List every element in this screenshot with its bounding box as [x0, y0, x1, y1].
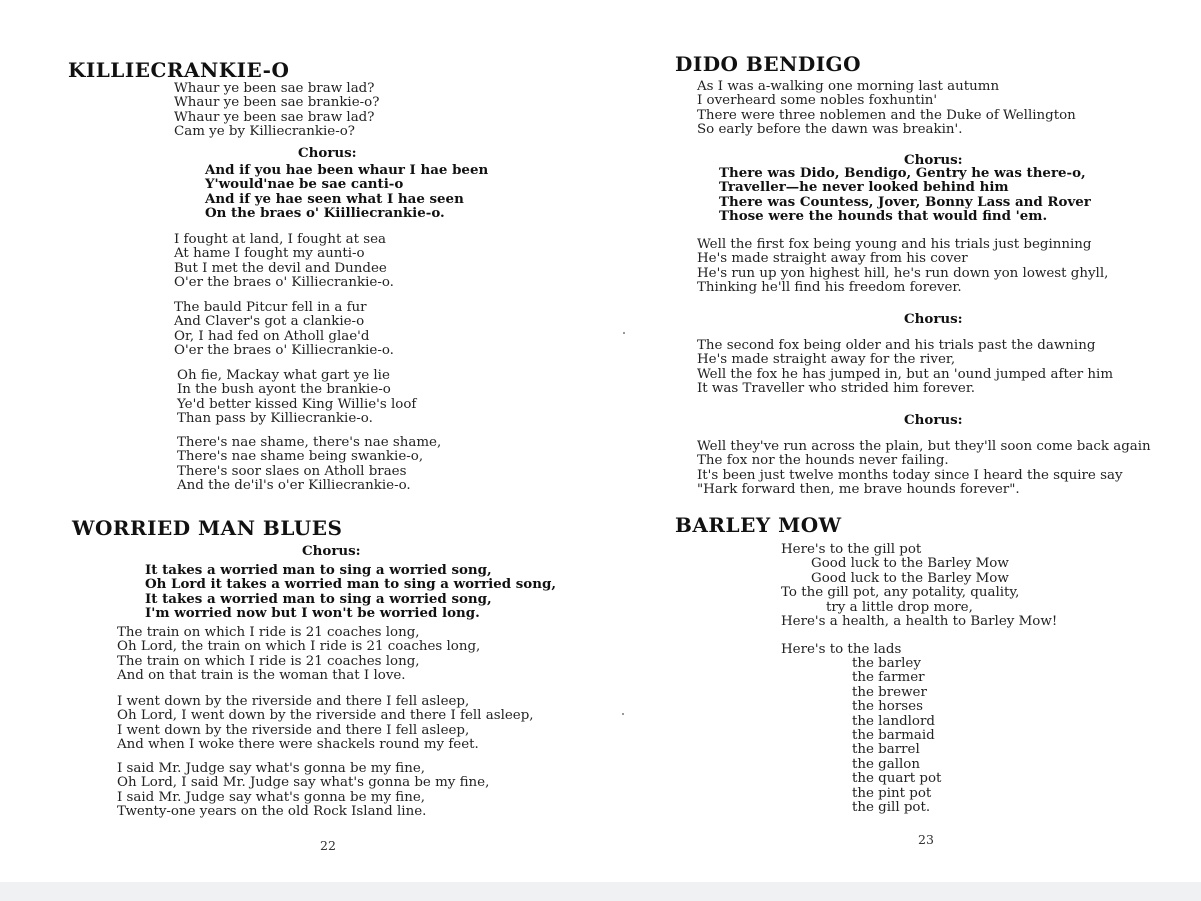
chorus-line: Traveller—he never looked behind him — [719, 179, 1009, 196]
dido-chorus — [719, 166, 1091, 224]
lyric-line: And when I woke there were shackels round my feet. — [117, 737, 479, 753]
killiecrankie-verse-2 — [174, 233, 394, 291]
lyric-line: Whaur ye been sae brankie-o? — [174, 95, 380, 111]
song-title-barley-mow: BARLEY MOW — [675, 513, 842, 537]
lyric-line: I said Mr. Judge say what's gonna be my fine, — [117, 789, 426, 805]
lyric-line: In the bush ayont the brankie-o — [177, 382, 391, 398]
chorus-line: There was Countess, Jover, Bonny Lass and Rover — [719, 193, 1091, 210]
lyric-line: Thinking he'll find his freedom forever. — [697, 280, 962, 296]
killiecrankie-chorus — [205, 163, 488, 221]
lyric-line: But I met the devil and Dundee — [174, 260, 387, 276]
lyric-line: the brewer — [852, 684, 927, 700]
lyric-line: Well the first fox being young and his trials just beginning — [697, 237, 1092, 252]
right-page — [600, 0, 1201, 880]
lyric-line: Well the fox he has jumped in, but an 'ound jumped after him — [697, 366, 1114, 382]
lyric-line: I went down by the riverside and there I fell asleep, — [117, 722, 470, 738]
bottom-margin-strip — [0, 882, 1201, 901]
lyric-line: the landlord — [852, 713, 935, 729]
lyric-line: I fought at land, I fought at sea — [174, 232, 387, 247]
lyric-line: Oh Lord, the train on which I ride is 21 coaches long, — [117, 639, 481, 655]
lyric-line: To the gill pot, any potality, quality, — [781, 585, 1020, 601]
lyric-line: Oh Lord, I said Mr. Judge say what's gonna be my fine, — [117, 775, 490, 791]
lyric-line: Here's a health, a health to Barley Mow! — [781, 614, 1058, 630]
worried-man-verse-3 — [117, 762, 489, 820]
killiecrankie-verse-1 — [174, 82, 379, 140]
lyric-line: Or, I had fed on Atholl glae'd — [174, 328, 370, 344]
dido-verse-4 — [697, 440, 1151, 498]
killiecrankie-verse-4 — [177, 369, 416, 427]
dido-verse-3 — [697, 339, 1113, 397]
lyric-line: At hame I fought my aunti-o — [174, 246, 365, 262]
lyric-line: There were three noblemen and the Duke of Wellington — [697, 107, 1076, 123]
chorus-line: Those were the hounds that would find 'em. — [719, 208, 1048, 225]
barley-mow-verse-2-first-line: Here's to the lads — [781, 642, 902, 657]
lyric-line: It was Traveller who strided him forever. — [697, 381, 975, 397]
worried-man-verse-2 — [117, 695, 534, 753]
lyric-line: The bauld Pitcur fell in a fur — [174, 300, 367, 315]
lyric-line: try a little drop more, — [826, 599, 973, 615]
chorus-line: Y'would'nae be sae canti-o — [205, 176, 404, 193]
lyric-line: He's run up yon highest hill, he's run down yon lowest ghyll, — [697, 265, 1109, 281]
dido-verse-1 — [697, 80, 1076, 138]
chorus-line: And if you hae been whaur I hae been — [205, 162, 489, 178]
chorus-label: Chorus: — [302, 543, 361, 559]
lyric-line: Oh Lord, I went down by the riverside and there I fell asleep, — [117, 708, 534, 724]
lyric-line: the barley — [852, 656, 921, 671]
lyric-line: And on that train is the woman that I love. — [117, 668, 406, 684]
lyric-line: O'er the braes o' Killiecrankie-o. — [174, 275, 394, 291]
lyric-line: Than pass by Killiecrankie-o. — [177, 411, 373, 427]
lyric-line: It's been just twelve months today since I heard the squire say — [697, 467, 1123, 483]
dido-verse-2 — [697, 238, 1108, 296]
lyric-line: So early before the dawn was breakin'. — [697, 122, 963, 138]
lyric-line: the horses — [852, 699, 923, 715]
lyric-line: The train on which I ride is 21 coaches long, — [117, 625, 420, 640]
lyric-line: O'er the braes o' Killiecrankie-o. — [174, 343, 394, 359]
chorus-line: And if ye hae seen what I hae seen — [205, 190, 464, 207]
lyric-line: the barmaid — [852, 728, 935, 744]
lyric-line: the pint pot — [852, 785, 932, 801]
chorus-label: Chorus: — [298, 145, 357, 161]
song-title-dido-bendigo: DIDO BENDIGO — [675, 52, 862, 76]
lyric-line: Ye'd better kissed King Willie's loof — [177, 396, 417, 412]
lyric-line: There's soor slaes on Atholl braes — [177, 463, 407, 479]
lyric-line: the farmer — [852, 670, 925, 686]
left-page — [0, 0, 600, 880]
lyric-line: the gill pot. — [852, 800, 931, 816]
page-number: 22 — [320, 838, 336, 853]
lyric-line: The second fox being older and his trials past the dawning — [697, 338, 1096, 353]
chorus-label: Chorus: — [904, 311, 963, 327]
lyric-line: And Claver's got a clankie-o — [174, 314, 365, 330]
lyric-line: He's made straight away for the river, — [697, 352, 956, 368]
song-title-worried-man-blues: WORRIED MAN BLUES — [72, 516, 343, 540]
lyric-line: I went down by the riverside and there I fell asleep, — [117, 694, 470, 709]
chorus-line: It takes a worried man to sing a worried song, — [145, 562, 492, 578]
barley-mow-verse-1 — [781, 543, 1057, 629]
chorus-line: On the braes o' Kiilliecrankie-o. — [205, 205, 445, 222]
lyric-line: the barrel — [852, 742, 920, 758]
chorus-label: Chorus: — [904, 152, 963, 168]
lyric-line: "Hark forward then, me brave hounds forever". — [697, 482, 1020, 498]
lyric-line: Oh fie, Mackay what gart ye lie — [177, 368, 390, 383]
chorus-line: There was Dido, Bendigo, Gentry he was there-o, — [719, 165, 1086, 181]
killiecrankie-verse-5 — [177, 436, 441, 494]
lyric-line: There's nae shame being swankie-o, — [177, 449, 424, 465]
killiecrankie-verse-3 — [174, 301, 394, 359]
worried-man-chorus — [145, 563, 556, 621]
worried-man-verse-1 — [117, 626, 480, 684]
lyric-line: The train on which I ride is 21 coaches long, — [117, 653, 420, 669]
lyric-line: Whaur ye been sae braw lad? — [174, 109, 375, 125]
song-title-killiecrankie: KILLIECRANKIE-O — [68, 58, 290, 82]
lyric-line: As I was a-walking one morning last autumn — [697, 79, 1000, 94]
lyric-line: I overheard some nobles foxhuntin' — [697, 93, 938, 109]
lyric-line: The fox nor the hounds never failing. — [697, 453, 949, 469]
lyric-line: There's nae shame, there's nae shame, — [177, 435, 442, 450]
lyric-line: Good luck to the Barley Mow — [811, 556, 1009, 572]
lyric-line: Cam ye by Killiecrankie-o? — [174, 124, 355, 140]
chorus-line: It takes a worried man to sing a worried song, — [145, 590, 492, 607]
lyric-line: Twenty-one years on the old Rock Island line. — [117, 804, 427, 820]
lyric-line: I said Mr. Judge say what's gonna be my fine, — [117, 761, 426, 776]
chorus-line: I'm worried now but I won't be worried long. — [145, 605, 480, 622]
lyric-line: Good luck to the Barley Mow — [811, 570, 1009, 586]
page-number: 23 — [918, 832, 934, 847]
lyric-line: Well they've run across the plain, but they'll soon come back again — [697, 439, 1151, 454]
chorus-label: Chorus: — [904, 412, 963, 428]
lyric-line: And the de'il's o'er Killiecrankie-o. — [177, 478, 411, 494]
lyric-line: He's made straight away from his cover — [697, 251, 968, 267]
lyric-line: the gallon — [852, 756, 920, 772]
lyric-line: the quart pot — [852, 771, 942, 787]
barley-mow-verse-2-list — [852, 657, 941, 815]
lyric-line: Whaur ye been sae braw lad? — [174, 81, 375, 96]
lyric-line: Here's to the gill pot — [781, 542, 922, 557]
chorus-line: Oh Lord it takes a worried man to sing a worried song, — [145, 576, 556, 593]
